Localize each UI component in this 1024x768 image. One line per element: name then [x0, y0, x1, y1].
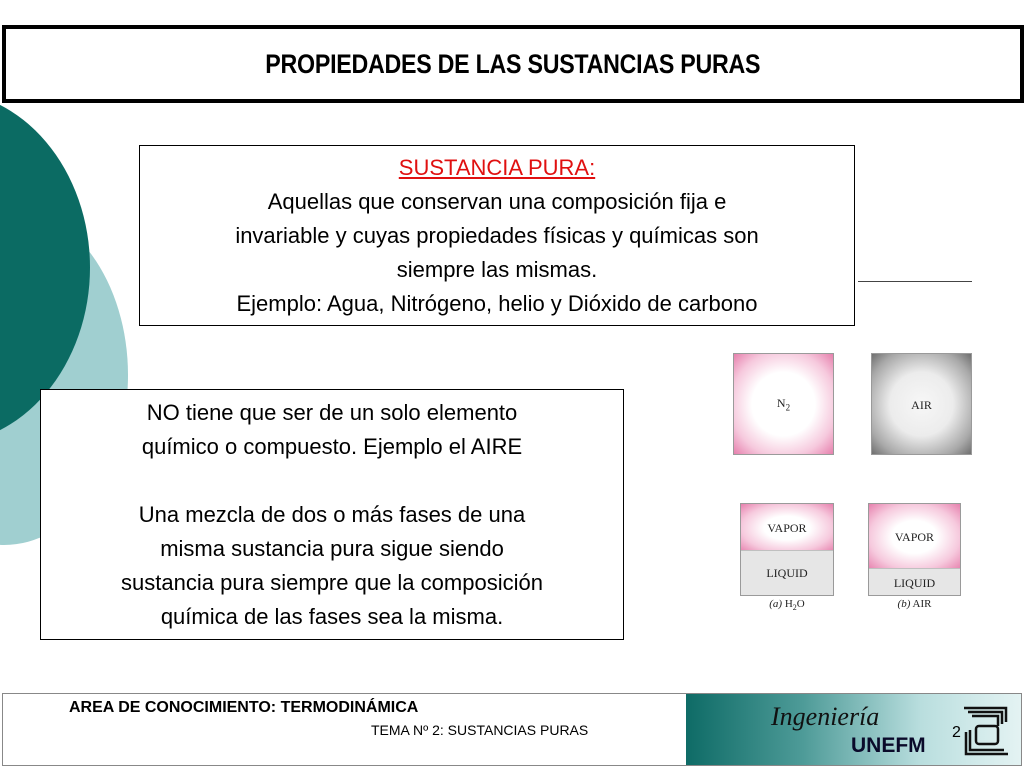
divider-line	[858, 281, 972, 282]
definition-box	[139, 145, 855, 326]
footer-knowledge-area: AREA DE CONOCIMIENTO: TERMODINÁMICA	[69, 699, 419, 716]
brand-ingenieria: Ingeniería	[771, 702, 880, 731]
slide-title: PROPIEDADES DE LAS SUSTANCIAS PURAS	[265, 48, 761, 79]
note-line: misma sustancia pura sigue siendo	[160, 536, 504, 561]
note-line: sustancia pura siempre que la composición	[121, 570, 543, 595]
slide-footer	[2, 693, 1022, 766]
note-line: químico o compuesto. Ejemplo el AIRE	[141, 434, 523, 459]
n2-tank-label: $N_2$	[776, 396, 791, 413]
h2o-two-phase-tank	[740, 503, 834, 596]
note-line: química de las fases sea la misma.	[160, 604, 504, 629]
vapor-label: VAPOR	[767, 521, 807, 535]
h2o-caption: (a) $H_2O$	[769, 598, 805, 613]
definition-line: invariable y cuyas propiedades físicas y químicas son	[235, 223, 759, 248]
air-caption: (b) AIR	[897, 598, 932, 610]
note-line: Una mezcla de dos o más fases de una	[138, 502, 526, 527]
liquid-label: LIQUID	[766, 566, 808, 580]
air-tank-label: AIR	[911, 398, 932, 412]
liquid-label: LIQUID	[893, 576, 936, 590]
note-line: NO tiene que ser de un solo elemento	[146, 400, 518, 425]
air-two-phase-tank	[868, 503, 961, 596]
footer-brand-banner	[686, 694, 1021, 765]
unefm-logo-icon	[958, 702, 1014, 758]
definition-heading: SUSTANCIA PURA:	[398, 155, 596, 180]
definition-example: Ejemplo: Agua, Nitrógeno, helio y Dióxido de carbono	[236, 291, 758, 316]
vapor-label: VAPOR	[894, 530, 935, 544]
definition-line: Aquellas que conservan una composición fija e	[267, 189, 727, 214]
brand-unefm: UNEFM	[851, 734, 926, 757]
mixture-note-box	[40, 389, 624, 640]
footer-topic: TEMA Nº 2: SUSTANCIAS PURAS	[371, 722, 589, 738]
air-tank-figure	[871, 353, 972, 455]
page-number: 2	[952, 724, 961, 741]
definition-line: siempre las mismas.	[396, 257, 598, 282]
n2-tank-figure	[733, 353, 834, 455]
title-bar	[2, 25, 1024, 103]
